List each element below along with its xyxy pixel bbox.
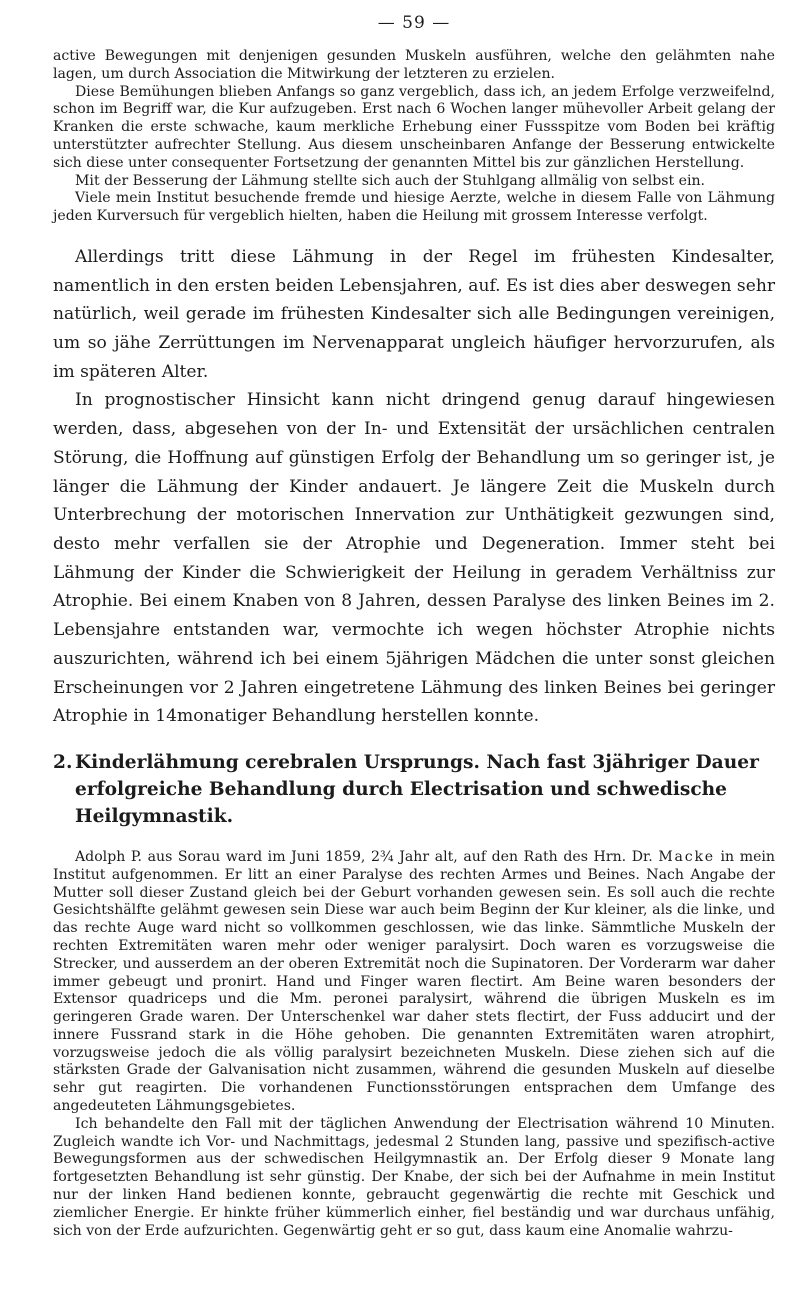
book-page: [53, 8, 775, 1240]
paragraph-4: Viele mein Institut besuchende fremde und hiesige Aerzte, welche in diesem Falle von Lähmung jeden Kurversuch für vergeblich hielten, haben die Heilung mit grossem Interesse verfolgt.: [53, 190, 775, 225]
doctor-name: Macke: [658, 848, 715, 865]
section-number: 2.: [53, 751, 73, 773]
paragraph-6: In prognostischer Hinsicht kann nicht dringend genug darauf hingewiesen werden, dass, abgesehen von der In- und Extensität der ursächlichen centralen Störung, die Hoffnung auf günstigen Erfolg der Behandlung um so geringer ist, je länger die Lähmung der Kinder andauert. Je längere Zeit die Muskeln durch Unterbrechung der motorischen Innervation zur Unthätigkeit gezwungen sind, desto mehr verfallen sie der Atrophie und Degeneration. Immer steht bei Lähmung der Kinder die Schwierigkeit der Heilung in geradem Verhältniss zur Atrophie. Bei einem Knaben von 8 Jahren, dessen Paralyse des linken Beines im 2. Lebensjahre entstanden war, vermochte ich wegen höchster Atrophie nichts auszurichten, während ich bei einem 5jährigen Mädchen die unter sonst gleichen Erscheinungen vor 2 Jahren eingetretene Lähmung des linken Beines bei geringer Atrophie in 14monatiger Behandlung herstellen konnte.: [53, 390, 775, 727]
section-title: Kinderlähmung cerebralen Ursprungs. Nach fast 3jähriger Dauer erfolgreiche Behandlung durch Electrisation und schwedische Heilgymnastik.: [75, 751, 759, 827]
paragraph-7: [53, 849, 775, 1116]
paragraph-8: Ich behandelte den Fall mit der täglichen Anwendung der Electrisation während 10 Minuten. Zugleich wandte ich Vor- und Nachmittags, jedesmal 2 Stunden lang, passive und spezifisch-active Bewegungsformen aus der schwedischen Heilgymnastik an. Der Erfolg dieser 9 Monate lang fortgesetzten Behandlung ist sehr günstig. Der Knabe, der sich bei der Aufnahme in mein Institut nur der linken Hand bedienen konnte, gebraucht gegenwärtig die rechte mit Geschick und ziemlicher Energie. Er hinkte früher kümmerlich einher, fiel beständig und war durchaus unfähig, sich von der Erde aufzurichten. Gegenwärtig geht er so gut, dass kaum eine Anomalie wahrzu-: [53, 1115, 775, 1239]
paragraph-1: active Bewegungen mit denjenigen gesunden Muskeln ausführen, welche den gelähmten nahe lagen, um durch Association die Mitwirkung der letzteren zu erzielen.: [53, 48, 775, 82]
paragraph-7-after: in mein Institut aufgenommen. Er litt an einer Paralyse des rechten Armes und Beines. Nach Angabe der Mutter soll dieser Zustand gleich bei der Geburt vorhanden gewesen sein. Es soll auch die rechte Gesichtshälfte gelähmt gewesen sein Diese war auch beim Beginn der Kur kleiner, als die linke, und das rechte Auge ward nicht so vollkommen geschlossen, wie das linke. Sämmtliche Muskeln der rechten Extremitäten waren mehr oder weniger paralysirt. Doch waren es vorzugsweise die Strecker, und ausserdem an der oberen Extremität noch die Supinatoren. Der Vorderarm war daher immer gebeugt und pronirt. Hand und Finger waren flectirt. Am Beine waren besonders der Extensor quadriceps und die Mm. peronei paralysirt, während die übrigen Muskeln es im geringeren Grade waren. Der Unterschenkel war daher stets flectirt, der Fuss adducirt und der innere Fussrand stark in die Höhe gehoben. Die genannten Extremitäten waren atrophirt, vorzugsweise jedoch die als völlig paralysirt bezeichneten Muskeln. Diese ziehen sich auf die stärksten Grade der Galvanisation nicht zusammen, während die gesunden Muskeln auf dieselbe sehr gut reagirten. Die vorhandenen Functionsstörungen entsprachen dem Umfange des angedeuteten Lähmungsgebietes.: [53, 848, 775, 1115]
paragraph-2: Diese Bemühungen blieben Anfangs so ganz vergeblich, dass ich, an jedem Erfolge verzweifelnd, schon im Begriff war, die Kur aufzugeben. Erst nach 6 Wochen langer mühevoller Arbeit gelang der Kranken die erste schwache, kaum merkliche Erhebung einer Fussspitze vom Boden bei kräftig unterstützter aufrechter Stellung. Aus diesem unscheinbaren Anfange der Besserung entwickelte sich diese unter consequenter Fortsetzung der genannten Mittel bis zur gänzlichen Herstellung.: [53, 83, 775, 171]
section-heading: [53, 749, 775, 830]
paragraph-7-before: Adolph P. aus Sorau ward im Juni 1859, 2¾ Jahr alt, auf den Rath des Hrn. Dr.: [75, 848, 659, 865]
paragraph-5: Allerdings tritt diese Lähmung in der Regel im frühesten Kindesalter, namentlich in den ersten beiden Lebensjahren, auf. Es ist dies aber deswegen sehr natürlich, weil gerade im frühesten Kindesalter sich alle Bedingungen vereinigen, um so jähe Zerrüttungen im Nervenapparat ungleich häufiger hervorzurufen, als im späteren Alter.: [53, 246, 775, 382]
page-number: — 59 —: [377, 13, 451, 33]
paragraph-3: Mit der Besserung der Lähmung stellte sich auch der Stuhlgang allmälig von selbst ein.: [75, 172, 706, 189]
